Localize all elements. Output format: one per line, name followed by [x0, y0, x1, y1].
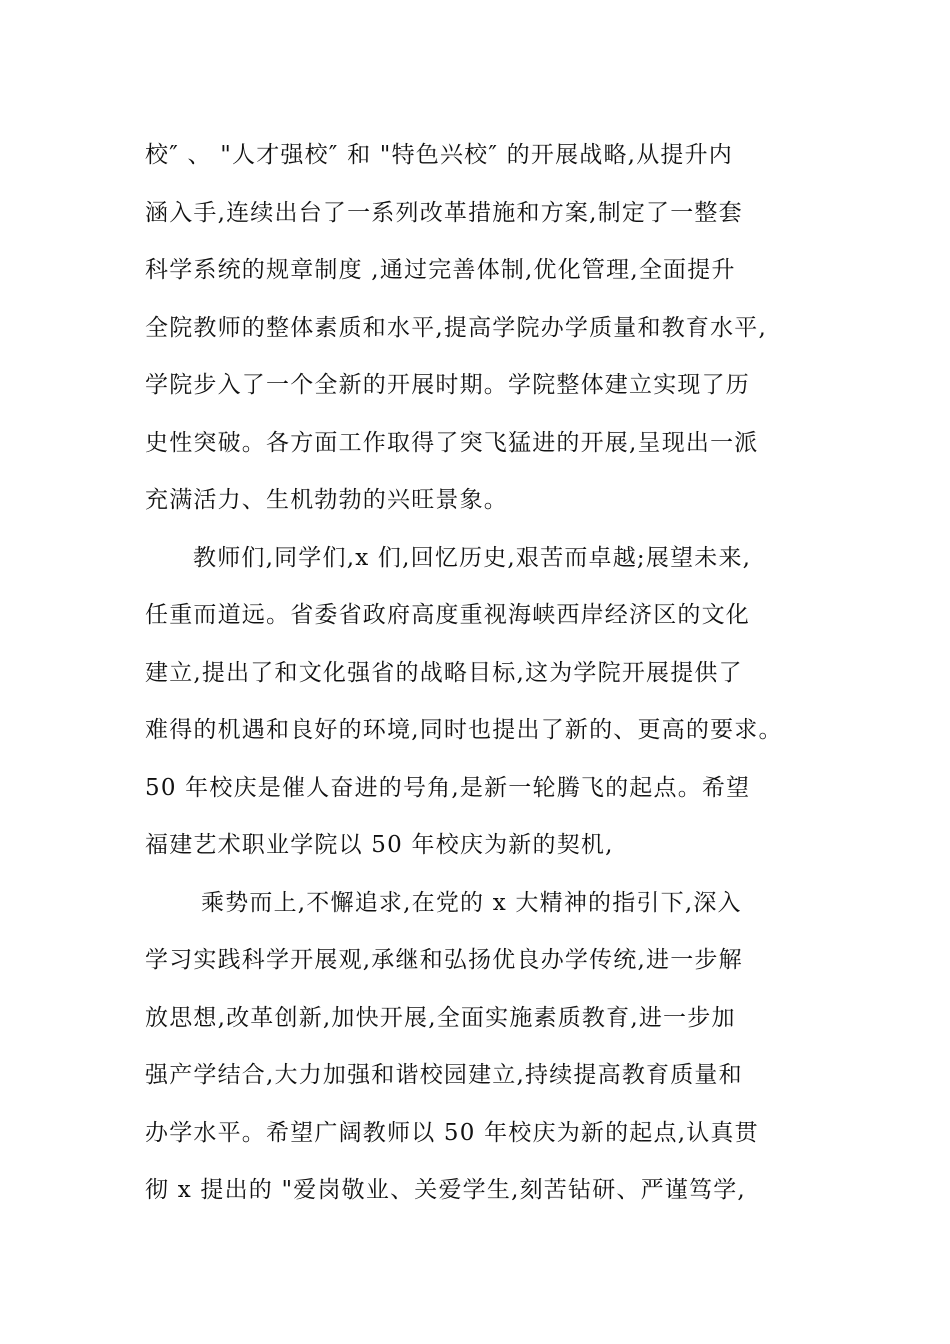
text-line: 强产学结合,大力加强和谐校园建立,持续提高教育质量和	[145, 1062, 743, 1088]
text-line: 建立,提出了和文化强省的战略目标,这为学院开展提供了	[145, 659, 743, 686]
text-line: 充满活力、生机勃勃的兴旺景象。	[145, 487, 508, 513]
text-line: 全院教师的整体素质和水平,提高学院办学质量和教育水平,	[145, 314, 768, 341]
text-line: 校″ 、 "人才强校″ 和 "特色兴校″ 的开展战略,从提升内	[145, 142, 733, 168]
text-line: 彻 x 提出的 "爱岗敬业、关爱学生,刻苦钻研、严谨笃学,	[145, 1177, 746, 1203]
text-line: 史性突破。各方面工作取得了突飞猛进的开展,呈现出一派	[145, 429, 759, 456]
text-line: 50 年校庆是催人奋进的号角,是新一轮腾飞的起点。希望	[145, 774, 751, 801]
text-line: 任重而道远。省委省政府高度重视海峡西岸经济区的文化	[145, 602, 750, 628]
text-line: 难得的机遇和良好的环境,同时也提出了新的、更高的要求。	[145, 717, 783, 743]
text-line: 放思想,改革创新,加快开展,全面实施素质教育,进一步加	[145, 1004, 736, 1031]
text-line-indented: 乘势而上,不懈追求,在党的 x 大精神的指引下,深入	[201, 889, 742, 916]
text-line: 涵入手,连续出台了一系列改革措施和方案,制定了一整套	[145, 199, 743, 226]
text-line: 办学水平。希望广阔教师以 50 年校庆为新的起点,认真贯	[145, 1119, 759, 1146]
text-line: 科学系统的规章制度 ,通过完善体制,优化管理,全面提升	[145, 257, 736, 283]
text-line: 福建艺术职业学院以 50 年校庆为新的契机,	[145, 832, 614, 858]
text-line: 学习实践科学开展观,承继和弘扬优良办学传统,进一步解	[145, 947, 743, 973]
text-line-indented: 教师们,同学们,x 们,回忆历史,艰苦而卓越;展望未来,	[193, 544, 752, 571]
text-line: 学院步入了一个全新的开展时期。学院整体建立实现了历	[145, 372, 750, 398]
body-text	[145, 127, 845, 1220]
